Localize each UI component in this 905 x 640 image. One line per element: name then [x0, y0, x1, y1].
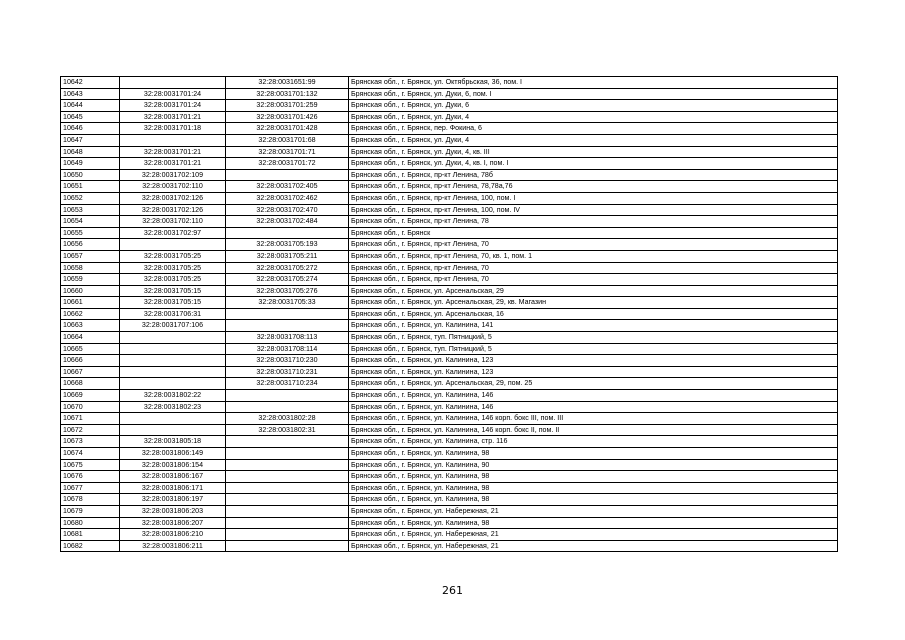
object-cadastral-number-cell: 32:28:0031702:405	[226, 181, 349, 193]
table-row	[61, 285, 838, 297]
row-number-cell: 10666	[61, 355, 120, 367]
object-cadastral-number-cell: 32:28:0031708:114	[226, 343, 349, 355]
land-cadastral-number-cell: 32:28:0031802:23	[120, 401, 226, 413]
row-number-cell: 10678	[61, 494, 120, 506]
table-row	[61, 88, 838, 100]
row-number-cell: 10650	[61, 169, 120, 181]
row-number-cell: 10681	[61, 529, 120, 541]
object-cadastral-number-cell	[226, 494, 349, 506]
address-cell: Брянская обл., г. Брянск, ул. Арсенальская, 29, пом. 25	[349, 378, 838, 390]
table-row	[61, 262, 838, 274]
object-cadastral-number-cell	[226, 471, 349, 483]
land-cadastral-number-cell: 32:28:0031701:21	[120, 111, 226, 123]
address-cell: Брянская обл., г. Брянск, ул. Калинина, 90	[349, 459, 838, 471]
row-number-cell: 10660	[61, 285, 120, 297]
object-cadastral-number-cell: 32:28:0031705:272	[226, 262, 349, 274]
object-cadastral-number-cell: 32:28:0031701:428	[226, 123, 349, 135]
land-cadastral-number-cell: 32:28:0031705:25	[120, 250, 226, 262]
object-cadastral-number-cell	[226, 320, 349, 332]
address-cell: Брянская обл., г. Брянск, пр-кт Ленина, 70, кв. 1, пом. 1	[349, 250, 838, 262]
object-cadastral-number-cell: 32:28:0031702:484	[226, 216, 349, 228]
address-cell: Брянская обл., г. Брянск, пр-кт Ленина, 70	[349, 274, 838, 286]
land-cadastral-number-cell: 32:28:0031701:24	[120, 88, 226, 100]
row-number-cell: 10649	[61, 158, 120, 170]
object-cadastral-number-cell	[226, 505, 349, 517]
row-number-cell: 10657	[61, 250, 120, 262]
table-row	[61, 100, 838, 112]
land-cadastral-number-cell	[120, 378, 226, 390]
table-row	[61, 540, 838, 552]
object-cadastral-number-cell: 32:28:0031710:231	[226, 366, 349, 378]
address-cell: Брянская обл., г. Брянск, ул. Октябрьская, 36, пом. I	[349, 77, 838, 89]
object-cadastral-number-cell: 32:28:0031701:132	[226, 88, 349, 100]
land-cadastral-number-cell: 32:28:0031806:210	[120, 529, 226, 541]
address-cell: Брянская обл., г. Брянск, ул. Набережная, 21	[349, 529, 838, 541]
row-number-cell: 10646	[61, 123, 120, 135]
table-row	[61, 482, 838, 494]
land-cadastral-number-cell	[120, 332, 226, 344]
row-number-cell: 10676	[61, 471, 120, 483]
table-row	[61, 274, 838, 286]
row-number-cell: 10680	[61, 517, 120, 529]
table-row	[61, 378, 838, 390]
object-cadastral-number-cell: 32:28:0031708:113	[226, 332, 349, 344]
row-number-cell: 10670	[61, 401, 120, 413]
object-cadastral-number-cell	[226, 390, 349, 402]
row-number-cell: 10667	[61, 366, 120, 378]
table-row	[61, 436, 838, 448]
table-row	[61, 123, 838, 135]
table-row	[61, 320, 838, 332]
address-cell: Брянская обл., г. Брянск, ул. Арсенальская, 16	[349, 308, 838, 320]
address-cell: Брянская обл., г. Брянск, ул. Дуки, 6, пом. I	[349, 88, 838, 100]
address-cell: Брянская обл., г. Брянск, туп. Пятницкий, 5	[349, 332, 838, 344]
object-cadastral-number-cell	[226, 448, 349, 460]
object-cadastral-number-cell: 32:28:0031701:68	[226, 134, 349, 146]
table-row	[61, 192, 838, 204]
object-cadastral-number-cell: 32:28:0031705:193	[226, 239, 349, 251]
land-cadastral-number-cell	[120, 355, 226, 367]
row-number-cell: 10647	[61, 134, 120, 146]
address-cell: Брянская обл., г. Брянск, ул. Калинина, 98	[349, 482, 838, 494]
page-number: 261	[442, 584, 463, 597]
address-cell: Брянская обл., г. Брянск, ул. Калинина, стр. 116	[349, 436, 838, 448]
table-row	[61, 111, 838, 123]
object-cadastral-number-cell	[226, 401, 349, 413]
table-row	[61, 413, 838, 425]
address-cell: Брянская обл., г. Брянск, ул. Дуки, 6	[349, 100, 838, 112]
address-cell: Брянская обл., г. Брянск, пр-кт Ленина, 78	[349, 216, 838, 228]
table-row	[61, 343, 838, 355]
object-cadastral-number-cell: 32:28:0031705:274	[226, 274, 349, 286]
table-row	[61, 297, 838, 309]
land-cadastral-number-cell: 32:28:0031702:126	[120, 204, 226, 216]
object-cadastral-number-cell	[226, 529, 349, 541]
object-cadastral-number-cell: 32:28:0031710:230	[226, 355, 349, 367]
table-row	[61, 459, 838, 471]
address-cell: Брянская обл., г. Брянск, пр-кт Ленина, 100, пом. I	[349, 192, 838, 204]
land-cadastral-number-cell: 32:28:0031702:110	[120, 181, 226, 193]
row-number-cell: 10645	[61, 111, 120, 123]
row-number-cell: 10682	[61, 540, 120, 552]
address-cell: Брянская обл., г. Брянск, ул. Калинина, 146	[349, 390, 838, 402]
object-cadastral-number-cell: 32:28:0031701:426	[226, 111, 349, 123]
land-cadastral-number-cell: 32:28:0031802:22	[120, 390, 226, 402]
land-cadastral-number-cell	[120, 134, 226, 146]
land-cadastral-number-cell: 32:28:0031806:149	[120, 448, 226, 460]
land-cadastral-number-cell: 32:28:0031806:211	[120, 540, 226, 552]
address-cell: Брянская обл., г. Брянск, пр-кт Ленина, 78,78а,76	[349, 181, 838, 193]
row-number-cell: 10679	[61, 505, 120, 517]
address-cell: Брянская обл., г. Брянск, ул. Калинина, 123	[349, 366, 838, 378]
object-cadastral-number-cell: 32:28:0031705:211	[226, 250, 349, 262]
table-row	[61, 146, 838, 158]
address-cell: Брянская обл., г. Брянск, ул. Калинина, 146 корп. бокс III, пом. III	[349, 413, 838, 425]
object-cadastral-number-cell	[226, 482, 349, 494]
land-cadastral-number-cell: 32:28:0031806:154	[120, 459, 226, 471]
registry-table-body	[61, 77, 838, 552]
table-row	[61, 529, 838, 541]
row-number-cell: 10675	[61, 459, 120, 471]
address-cell: Брянская обл., г. Брянск, пр-кт Ленина, 70	[349, 262, 838, 274]
row-number-cell: 10663	[61, 320, 120, 332]
land-cadastral-number-cell: 32:28:0031806:171	[120, 482, 226, 494]
address-cell: Брянская обл., г. Брянск, ул. Арсенальская, 29	[349, 285, 838, 297]
object-cadastral-number-cell: 32:28:0031702:462	[226, 192, 349, 204]
land-cadastral-number-cell	[120, 343, 226, 355]
row-number-cell: 10648	[61, 146, 120, 158]
table-row	[61, 366, 838, 378]
land-cadastral-number-cell	[120, 239, 226, 251]
row-number-cell: 10677	[61, 482, 120, 494]
row-number-cell: 10668	[61, 378, 120, 390]
table-row	[61, 227, 838, 239]
table-row	[61, 494, 838, 506]
object-cadastral-number-cell	[226, 436, 349, 448]
object-cadastral-number-cell	[226, 459, 349, 471]
address-cell: Брянская обл., г. Брянск	[349, 227, 838, 239]
table-row	[61, 471, 838, 483]
row-number-cell: 10652	[61, 192, 120, 204]
table-row	[61, 134, 838, 146]
object-cadastral-number-cell	[226, 517, 349, 529]
address-cell: Брянская обл., г. Брянск, ул. Калинина, 141	[349, 320, 838, 332]
land-cadastral-number-cell: 32:28:0031702:110	[120, 216, 226, 228]
land-cadastral-number-cell: 32:28:0031805:18	[120, 436, 226, 448]
land-cadastral-number-cell: 32:28:0031705:15	[120, 297, 226, 309]
row-number-cell: 10659	[61, 274, 120, 286]
row-number-cell: 10642	[61, 77, 120, 89]
table-row	[61, 517, 838, 529]
table-row	[61, 169, 838, 181]
land-cadastral-number-cell: 32:28:0031701:18	[120, 123, 226, 135]
object-cadastral-number-cell: 32:28:0031705:33	[226, 297, 349, 309]
row-number-cell: 10665	[61, 343, 120, 355]
land-cadastral-number-cell: 32:28:0031706:31	[120, 308, 226, 320]
land-cadastral-number-cell: 32:28:0031702:109	[120, 169, 226, 181]
row-number-cell: 10674	[61, 448, 120, 460]
table-row	[61, 332, 838, 344]
address-cell: Брянская обл., г. Брянск, ул. Дуки, 4	[349, 134, 838, 146]
row-number-cell: 10651	[61, 181, 120, 193]
land-cadastral-number-cell: 32:28:0031702:97	[120, 227, 226, 239]
object-cadastral-number-cell: 32:28:0031651:99	[226, 77, 349, 89]
land-cadastral-number-cell	[120, 77, 226, 89]
table-row	[61, 204, 838, 216]
address-cell: Брянская обл., г. Брянск, туп. Пятницкий, 5	[349, 343, 838, 355]
object-cadastral-number-cell: 32:28:0031701:259	[226, 100, 349, 112]
object-cadastral-number-cell	[226, 308, 349, 320]
row-number-cell: 10653	[61, 204, 120, 216]
object-cadastral-number-cell: 32:28:0031802:28	[226, 413, 349, 425]
address-cell: Брянская обл., г. Брянск, ул. Калинина, 146	[349, 401, 838, 413]
row-number-cell: 10643	[61, 88, 120, 100]
row-number-cell: 10669	[61, 390, 120, 402]
row-number-cell: 10662	[61, 308, 120, 320]
land-cadastral-number-cell	[120, 424, 226, 436]
object-cadastral-number-cell: 32:28:0031701:72	[226, 158, 349, 170]
table-row	[61, 77, 838, 89]
land-cadastral-number-cell: 32:28:0031701:21	[120, 146, 226, 158]
object-cadastral-number-cell: 32:28:0031701:71	[226, 146, 349, 158]
table-row	[61, 401, 838, 413]
table-row	[61, 308, 838, 320]
table-row	[61, 250, 838, 262]
row-number-cell: 10654	[61, 216, 120, 228]
table-row	[61, 355, 838, 367]
address-cell: Брянская обл., г. Брянск, ул. Арсенальская, 29, кв. Магазин	[349, 297, 838, 309]
land-cadastral-number-cell: 32:28:0031701:24	[120, 100, 226, 112]
land-cadastral-number-cell	[120, 366, 226, 378]
land-cadastral-number-cell: 32:28:0031705:15	[120, 285, 226, 297]
row-number-cell: 10672	[61, 424, 120, 436]
row-number-cell: 10661	[61, 297, 120, 309]
table-row	[61, 239, 838, 251]
table-row	[61, 216, 838, 228]
object-cadastral-number-cell: 32:28:0031802:31	[226, 424, 349, 436]
land-cadastral-number-cell: 32:28:0031705:25	[120, 262, 226, 274]
address-cell: Брянская обл., г. Брянск, ул. Калинина, 98	[349, 494, 838, 506]
land-cadastral-number-cell: 32:28:0031701:21	[120, 158, 226, 170]
address-cell: Брянская обл., г. Брянск, ул. Калинина, 146 корп. бокс II, пом. II	[349, 424, 838, 436]
address-cell: Брянская обл., г. Брянск, ул. Калинина, 98	[349, 448, 838, 460]
land-cadastral-number-cell: 32:28:0031806:203	[120, 505, 226, 517]
address-cell: Брянская обл., г. Брянск, пер. Фокина, 6	[349, 123, 838, 135]
address-cell: Брянская обл., г. Брянск, пр-кт Ленина, 100, пом. IV	[349, 204, 838, 216]
address-cell: Брянская обл., г. Брянск, ул. Калинина, 123	[349, 355, 838, 367]
row-number-cell: 10658	[61, 262, 120, 274]
land-cadastral-number-cell	[120, 413, 226, 425]
land-cadastral-number-cell: 32:28:0031702:126	[120, 192, 226, 204]
land-cadastral-number-cell: 32:28:0031806:167	[120, 471, 226, 483]
land-cadastral-number-cell: 32:28:0031806:197	[120, 494, 226, 506]
object-cadastral-number-cell	[226, 227, 349, 239]
land-cadastral-number-cell: 32:28:0031707:106	[120, 320, 226, 332]
address-cell: Брянская обл., г. Брянск, ул. Дуки, 4, кв. III	[349, 146, 838, 158]
table-row	[61, 448, 838, 460]
table-row	[61, 505, 838, 517]
object-cadastral-number-cell: 32:28:0031702:470	[226, 204, 349, 216]
row-number-cell: 10664	[61, 332, 120, 344]
row-number-cell: 10673	[61, 436, 120, 448]
address-cell: Брянская обл., г. Брянск, ул. Набережная, 21	[349, 540, 838, 552]
address-cell: Брянская обл., г. Брянск, ул. Калинина, 98	[349, 517, 838, 529]
object-cadastral-number-cell: 32:28:0031705:276	[226, 285, 349, 297]
address-cell: Брянская обл., г. Брянск, пр-кт Ленина, 78б	[349, 169, 838, 181]
object-cadastral-number-cell	[226, 540, 349, 552]
table-row	[61, 390, 838, 402]
address-cell: Брянская обл., г. Брянск, ул. Калинина, 98	[349, 471, 838, 483]
land-cadastral-number-cell: 32:28:0031705:25	[120, 274, 226, 286]
address-cell: Брянская обл., г. Брянск, ул. Дуки, 4	[349, 111, 838, 123]
object-cadastral-number-cell: 32:28:0031710:234	[226, 378, 349, 390]
land-cadastral-number-cell: 32:28:0031806:207	[120, 517, 226, 529]
row-number-cell: 10644	[61, 100, 120, 112]
row-number-cell: 10656	[61, 239, 120, 251]
row-number-cell: 10671	[61, 413, 120, 425]
table-row	[61, 424, 838, 436]
property-registry-table	[60, 76, 838, 552]
table-row	[61, 158, 838, 170]
address-cell: Брянская обл., г. Брянск, ул. Набережная, 21	[349, 505, 838, 517]
row-number-cell: 10655	[61, 227, 120, 239]
object-cadastral-number-cell	[226, 169, 349, 181]
table-row	[61, 181, 838, 193]
address-cell: Брянская обл., г. Брянск, ул. Дуки, 4, кв. I, пом. I	[349, 158, 838, 170]
address-cell: Брянская обл., г. Брянск, пр-кт Ленина, 70	[349, 239, 838, 251]
